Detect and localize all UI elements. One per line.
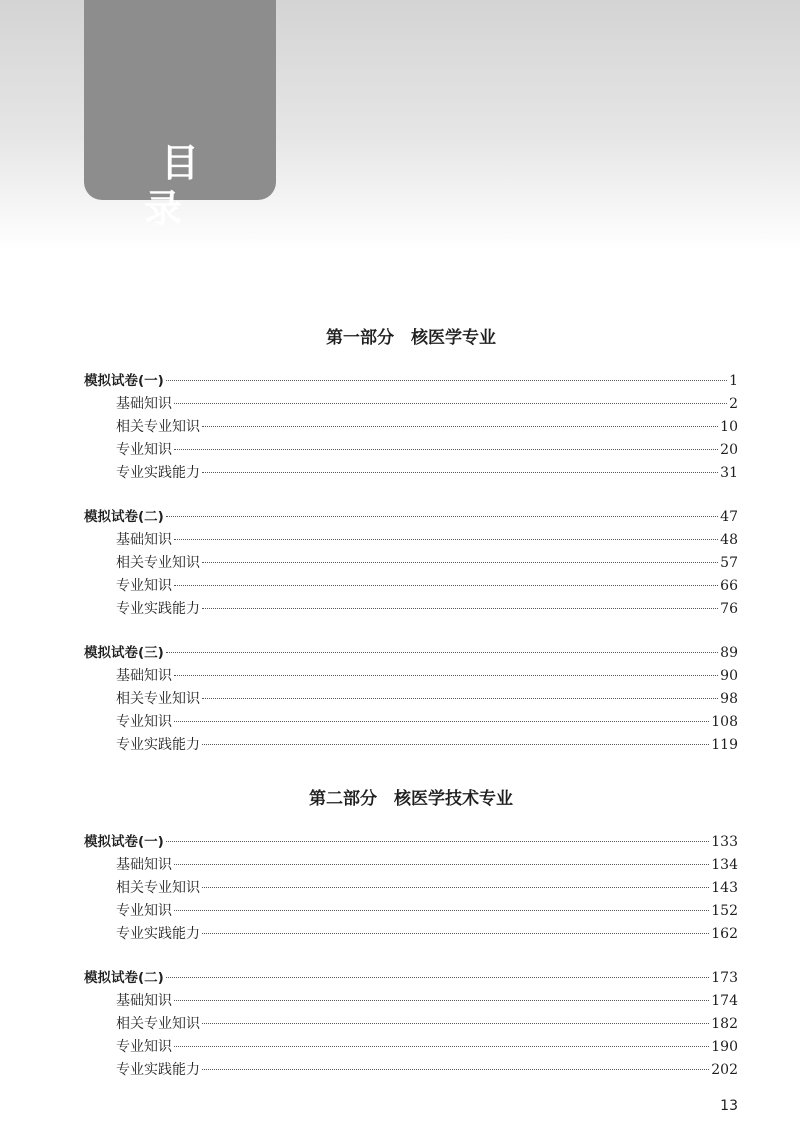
dot-leader: [202, 743, 709, 745]
dot-leader: [202, 932, 709, 934]
toc-entry-page: 182: [711, 1016, 738, 1032]
toc-sub-entry[interactable]: [84, 900, 738, 923]
dot-leader: [202, 1022, 709, 1024]
toc-entry-page: 152: [711, 903, 738, 919]
dot-leader: [166, 515, 718, 517]
toc-entry-label: 模拟试卷(二): [84, 970, 164, 986]
toc-sub-entry[interactable]: [84, 1036, 738, 1059]
dot-leader: [202, 561, 718, 563]
toc-entry-label: 专业实践能力: [116, 465, 200, 481]
dot-leader: [174, 1045, 709, 1047]
toc-entry-label: 相关专业知识: [116, 419, 200, 435]
toc-entry-label: 基础知识: [116, 993, 172, 1009]
toc-sub-entry[interactable]: [84, 439, 738, 462]
toc-entry-page: 47: [720, 509, 738, 525]
page-title: 目 录: [143, 141, 233, 231]
toc-entry-page: 20: [720, 442, 738, 458]
dot-leader: [174, 863, 709, 865]
toc-sub-entry[interactable]: [84, 854, 738, 877]
toc-group: [84, 506, 738, 621]
toc-entry-page: 202: [711, 1062, 738, 1078]
dot-leader: [202, 425, 718, 427]
toc-sub-entry[interactable]: [84, 665, 738, 688]
title-tab: [84, 0, 276, 231]
toc-entry-label: 基础知识: [116, 857, 172, 873]
dot-leader: [174, 674, 718, 676]
toc-entry-page: 57: [720, 555, 738, 571]
toc-paper-entry[interactable]: [84, 506, 738, 529]
toc-entry-label: 专业实践能力: [116, 1062, 200, 1078]
page-number: 13: [720, 1098, 738, 1114]
toc-entry-label: 模拟试卷(三): [84, 645, 164, 661]
toc-entry-page: 48: [720, 532, 738, 548]
toc-entry-page: 173: [711, 970, 738, 986]
toc-sub-entry[interactable]: [84, 923, 738, 946]
toc-sub-entry[interactable]: [84, 575, 738, 598]
toc-entry-page: 143: [711, 880, 738, 896]
toc-entry-page: 162: [711, 926, 738, 942]
toc-sub-entry[interactable]: [84, 1059, 738, 1082]
toc-sub-entry[interactable]: [84, 393, 738, 416]
toc-entry-label: 基础知识: [116, 396, 172, 412]
dot-leader: [174, 584, 718, 586]
toc-entry-page: 31: [720, 465, 738, 481]
toc-group: [84, 642, 738, 757]
toc-entry-label: 基础知识: [116, 668, 172, 684]
toc-entry-label: 模拟试卷(一): [84, 373, 164, 389]
dot-leader: [202, 886, 709, 888]
toc-entry-page: 90: [720, 668, 738, 684]
dot-leader: [166, 379, 727, 381]
dot-leader: [174, 999, 709, 1001]
toc-sub-entry[interactable]: [84, 552, 738, 575]
dot-leader: [174, 538, 718, 540]
dot-leader: [166, 651, 718, 653]
toc-entry-label: 专业知识: [116, 442, 172, 458]
toc-part-2: [84, 787, 738, 1103]
toc-entry-label: 专业知识: [116, 578, 172, 594]
toc-paper-entry[interactable]: [84, 642, 738, 665]
toc-entry-page: 10: [720, 419, 738, 435]
toc-group: [84, 370, 738, 485]
toc-sub-entry[interactable]: [84, 688, 738, 711]
toc-sub-entry[interactable]: [84, 1013, 738, 1036]
toc-sub-entry[interactable]: [84, 734, 738, 757]
dot-leader: [166, 840, 709, 842]
toc-entry-page: 89: [720, 645, 738, 661]
toc-group: [84, 831, 738, 946]
toc-entry-page: 108: [711, 714, 738, 730]
toc-entry-page: 2: [729, 396, 738, 412]
toc-entry-label: 模拟试卷(一): [84, 834, 164, 850]
dot-leader: [174, 402, 727, 404]
toc-sub-entry[interactable]: [84, 877, 738, 900]
toc-sub-entry[interactable]: [84, 416, 738, 439]
toc-sub-entry[interactable]: [84, 462, 738, 485]
part-heading: 第二部分 核医学技术专业: [309, 789, 513, 809]
toc-entry-label: 相关专业知识: [116, 555, 200, 571]
toc-sub-entry[interactable]: [84, 711, 738, 734]
toc-sub-entry[interactable]: [84, 598, 738, 621]
toc-paper-entry[interactable]: [84, 831, 738, 854]
toc-entry-label: 模拟试卷(二): [84, 509, 164, 525]
toc-entry-label: 专业知识: [116, 714, 172, 730]
toc-sub-entry[interactable]: [84, 529, 738, 552]
toc-entry-page: 1: [729, 373, 738, 389]
toc-entry-label: 专业实践能力: [116, 926, 200, 942]
dot-leader: [202, 471, 718, 473]
toc-group: [84, 967, 738, 1082]
toc-entry-label: 专业实践能力: [116, 737, 200, 753]
toc-entry-page: 98: [720, 691, 738, 707]
dot-leader: [202, 697, 718, 699]
toc-entry-label: 专业实践能力: [116, 601, 200, 617]
toc-entry-label: 相关专业知识: [116, 1016, 200, 1032]
toc-entry-page: 134: [711, 857, 738, 873]
toc-sub-entry[interactable]: [84, 990, 738, 1013]
toc-entry-label: 相关专业知识: [116, 691, 200, 707]
toc-entry-label: 专业知识: [116, 903, 172, 919]
dot-leader: [166, 976, 709, 978]
toc-entry-page: 119: [711, 737, 738, 753]
dot-leader: [202, 607, 718, 609]
part-heading: 第一部分 核医学专业: [326, 328, 496, 348]
dot-leader: [174, 720, 709, 722]
dot-leader: [174, 909, 709, 911]
dot-leader: [174, 448, 718, 450]
toc-paper-entry[interactable]: [84, 370, 738, 393]
toc-entry-page: 76: [720, 601, 738, 617]
toc-entry-page: 174: [711, 993, 738, 1009]
toc-entry-label: 专业知识: [116, 1039, 172, 1055]
toc-part-1: [84, 326, 738, 778]
toc-entry-page: 190: [711, 1039, 738, 1055]
toc-entry-label: 相关专业知识: [116, 880, 200, 896]
toc-entry-label: 基础知识: [116, 532, 172, 548]
toc-entry-page: 133: [711, 834, 738, 850]
dot-leader: [202, 1068, 709, 1070]
toc-entry-page: 66: [720, 578, 738, 594]
toc-paper-entry[interactable]: [84, 967, 738, 990]
